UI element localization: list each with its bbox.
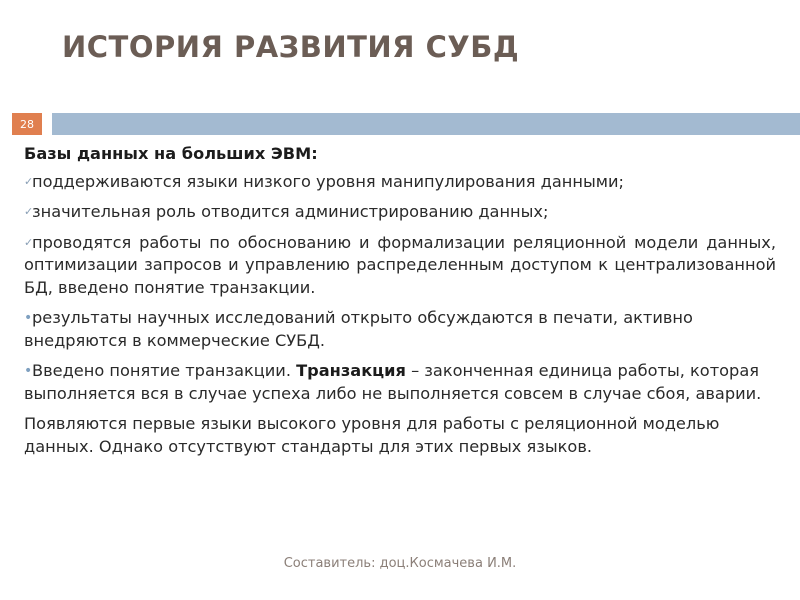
header-bar xyxy=(0,110,800,136)
dot-bullet-icon: • xyxy=(24,363,33,379)
slide-number: 28 xyxy=(12,113,42,135)
transaction-definition: •Введено понятие транзакции. Транзакция – законченная единица работы, которая выполняется вся в случае успеха либо не выполняется совсем в случае сбоя, аварии. xyxy=(24,361,762,403)
content-heading: Базы данных на больших ЭВМ: xyxy=(24,144,318,163)
dot-bullet-icon: • xyxy=(24,310,33,326)
footer-author: Составитель: доц.Космачева И.М. xyxy=(283,556,517,571)
list-item: ✓поддерживаются языки низкого уровня манипулирования данными; xyxy=(24,171,776,194)
check-bullet-icon: ✓ xyxy=(24,174,34,188)
transaction-term: Транзакция xyxy=(296,361,406,380)
list-item: •результаты научных исследований открыто обсуждаются в печати, активно внедряются в коммерческие СУБД. xyxy=(24,308,693,350)
slide-content xyxy=(24,143,776,466)
final-paragraph: Появляются первые языки высокого уровня для работы с реляционной моделью данных. Однако отсутствуют стандарты для этих первых языков. xyxy=(24,414,720,456)
list-item: ✓проводятся работы по обоснованию и формализации реляционной модели данных, оптимизации запросов и управлению распределенным доступом к централизованной БД, введено понятие транзакции. xyxy=(24,232,776,297)
list-item: ✓значительная роль отводится администрированию данных; xyxy=(24,201,776,224)
slide-title: ИСТОРИЯ РАЗВИТИЯ СУБД xyxy=(62,30,520,64)
check-bullet-icon: ✓ xyxy=(24,235,34,249)
header-stripe xyxy=(52,113,800,135)
check-bullet-icon: ✓ xyxy=(24,205,34,218)
